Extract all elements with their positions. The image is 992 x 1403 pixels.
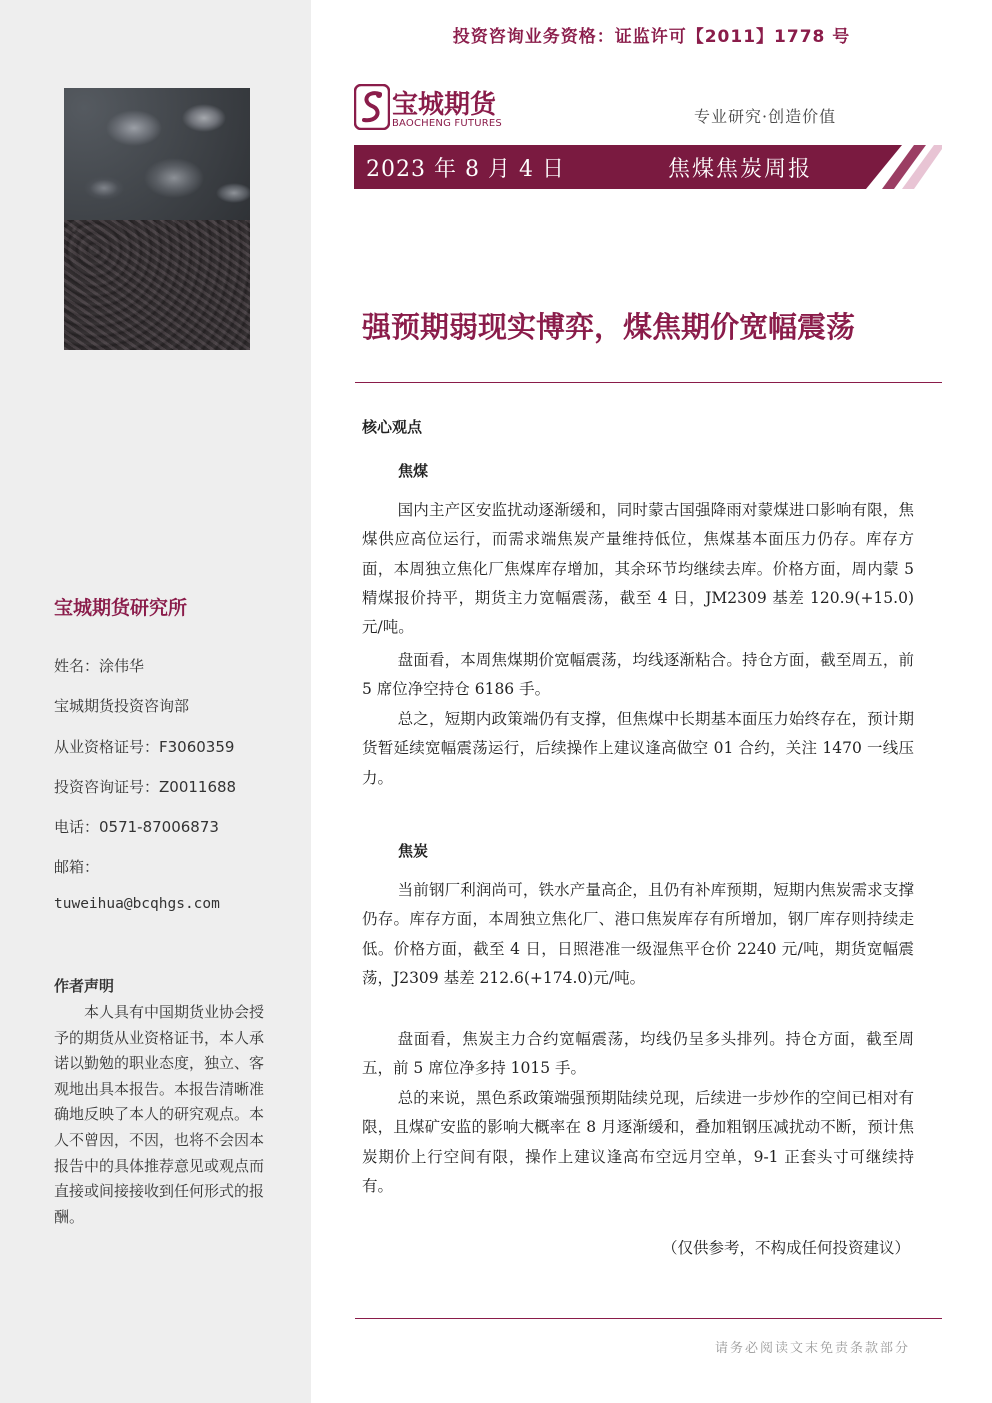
phone: 电话：0571-87006873 [54, 818, 219, 836]
coking-coal-para-2: 盘面看，本周焦煤期价宽幅震荡，均线逐渐粘合。持仓方面，截至周五，前 5 席位净空持仓 6186 手。 [362, 651, 914, 699]
coking-coal-para-1: 国内主产区安监扰动逐渐缓和，同时蒙古国强降雨对蒙煤进口影响有限，焦煤供应高位运行，而需求端焦炭产量维持低位，焦煤基本面压力仍存。库存方面，本周独立焦化厂焦煤库存增加，其余环节均继续去库。价格方面，周内蒙 5 精煤报价持平，期货主力宽幅震荡，截至 4 日，JM2309 基差 120.9(+15.0)元/吨。 [362, 501, 914, 637]
declaration-body: 本人具有中国期货业协会授予的期货从业资格证书，本人承诺以勤勉的职业态度，独立、客观地出具本报告。本报告清晰准确地反映了本人的研究观点。本人不曾因，不因，也将不会因本报告中的具体推荐意见或观点而直接或间接接收到任何形式的报酬。 [54, 1003, 265, 1226]
coking-coal-para-3: 总之，短期内政策端仍有支撑，但焦煤中长期基本面压力始终存在，预计期货暂延续宽幅震荡运行，后续操作上建议逢高做空 01 合约，关注 1470 一线压力。 [362, 710, 914, 787]
tagline: 专业研究·创造价值 [694, 107, 837, 126]
report-date: 2023 年 8 月 4 日 [366, 157, 565, 182]
sidebar [0, 0, 311, 1403]
consulting-number: 投资咨询证号：Z0011688 [54, 778, 237, 796]
footer-note: 请务必阅读文末免责条款部分 [714, 1341, 910, 1356]
headline-divider [355, 382, 942, 383]
coal-photo [64, 88, 250, 220]
logo-icon [354, 84, 390, 130]
logo-text: 宝城期货 [392, 90, 497, 120]
disclaimer-note: （仅供参考，不构成任何投资建议） [661, 1239, 910, 1257]
coke-para-1: 当前钢厂利润尚可，铁水产量高企，且仍有补库预期，短期内焦炭需求支撑仍存。库存方面，本周独立焦化厂、港口焦炭库存有所增加，钢厂库存则持续走低。价格方面，截至 4 日，日照港准一级湿焦平仓价 2240 元/吨，期货宽幅震荡，J2309 基差 212.6(+174.0)元/吨。 [362, 881, 914, 987]
footer-divider [355, 1318, 942, 1319]
license-line: 投资咨询业务资格：证监许可【2011】1778 号 [452, 27, 851, 47]
email-address[interactable]: tuweihua@bcqhgs.com [54, 896, 220, 912]
headline: 强预期弱现实博弈，煤焦期价宽幅震荡 [362, 310, 856, 344]
report-type: 焦煤焦炭周报 [668, 157, 813, 182]
email-label: 邮箱： [54, 858, 100, 876]
qualification-number: 从业资格证号：F3060359 [54, 738, 235, 756]
coke-para-3: 总的来说，黑色系政策端强预期陆续兑现，后续进一步炒作的空间已相对有限，且煤矿安监的影响大概率在 8 月逐渐缓和，叠加粗钢压减扰动不断，预计焦炭期价上行空间有限，操作上建议逢高布空远月空单，9-1 正套头寸可继续持有。 [362, 1089, 914, 1195]
logo-english: BAOCHENG FUTURES [392, 118, 502, 129]
declaration-title: 作者声明 [54, 977, 115, 995]
core-heading: 核心观点 [362, 418, 423, 436]
firm-name: 宝城期货研究所 [54, 597, 188, 619]
coke-para-2: 盘面看，焦炭主力合约宽幅震荡，均线仍呈多头排列。持仓方面，截至周五，前 5 席位净多持 1015 手。 [362, 1030, 914, 1078]
coke-heading: 焦炭 [398, 842, 429, 860]
author-name: 姓名：涂伟华 [54, 657, 145, 675]
department: 宝城期货投资咨询部 [54, 697, 190, 715]
coke-photo [64, 220, 250, 350]
coking-coal-heading: 焦煤 [398, 462, 429, 480]
